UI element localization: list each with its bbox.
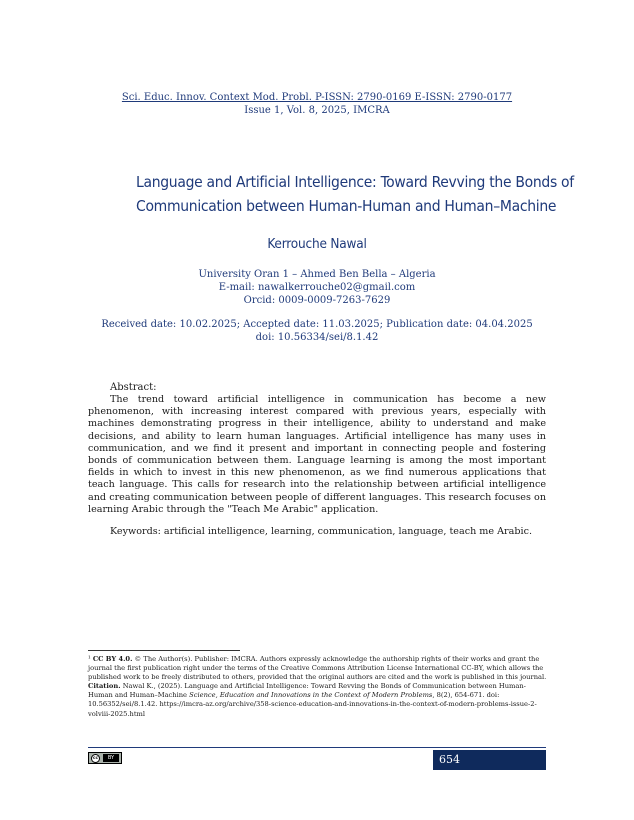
- author-orcid: Orcid: 0009-0009-7263-7629: [243, 295, 391, 306]
- footnote-marker: ¹: [88, 655, 91, 663]
- journal-header: [0, 91, 634, 117]
- article-doi: doi: 10.56334/sei/8.1.42: [255, 332, 379, 343]
- citation-text: Nawal K., (2025). Language and Artificial Intelligence: Toward Revving the Bonds of Communication between Human-Human and Human–Machine: [88, 682, 526, 700]
- footnote: [88, 655, 548, 719]
- dates-block: [0, 318, 634, 344]
- university: University Oran 1 – Ahmed Ben Bella – Algeria: [198, 269, 436, 280]
- page-number: 654: [433, 750, 546, 770]
- abstract-text: The trend toward artificial intelligence in communication has become a new phenomenon, with increasing interest compared with previous years, especially with machines demonstrating progress in their intelligence, ability to understand and make decisions, and ability to learn human languages. Artificial intelligence has many uses in communication, and we find it present and important in connecting people and fostering bonds of communication between them. Language learning is among the most important fields in which to invest in this new phenomenon, as we find numerous applications that teach language. This calls for research into the relationship between artificial intelligence and creating communication between people of different languages. This research focuses on learning Arabic through the "Teach Me Arabic" application.: [88, 394, 546, 515]
- author-email: E-mail: nawalkerrouche02@gmail.com: [218, 282, 416, 293]
- title-line-2: Communication between Human-Human and Human–Machine: [136, 197, 557, 215]
- citation-label: Citation.: [88, 682, 121, 691]
- abstract-label: Abstract:: [110, 382, 157, 393]
- license-note: [88, 655, 548, 682]
- license-label: CC BY 4.0.: [92, 655, 133, 663]
- publication-dates: Received date: 10.02.2025; Accepted date: 11.03.2025; Publication date: 04.04.2025: [101, 319, 533, 330]
- keywords: Keywords: artificial intelligence, learning, communication, language, teach me Arabic.: [110, 526, 532, 537]
- citation-note: [88, 682, 548, 718]
- creative-commons-icon: cc: [92, 755, 99, 761]
- license-text: © The Author(s). Publisher: IMCRA. Authors expressly acknowledge the authorship rights of their works and grant the journal the first publication right under the terms of the Creative Commons Attribution License International CC-BY, which allows the published work to be freely distributed to others, provided that the original authors are cited and the work is published in this journal.: [88, 655, 547, 682]
- cc-by-badge[interactable]: [88, 752, 122, 764]
- footnote-divider: [88, 650, 240, 651]
- author-name: Kerrouche Nawal: [267, 236, 367, 252]
- affiliation-block: [0, 268, 634, 307]
- citation-journal: Science, Education and Innovations in the Context of Modern Problems: [189, 691, 433, 700]
- citation-rest[interactable]: , 8(2), 654-671. doi: 10.56352/sei/8.1.42. https://imcra-az.org/archive/358-science-education-and-innovations-in-the-context-of-modern-problems-issue-2-volviii-2025.html: [88, 691, 537, 718]
- journal-issn-line[interactable]: Sci. Educ. Innov. Context Mod. Probl. P-ISSN: 2790-0169 E-ISSN: 2790-0177: [121, 92, 513, 103]
- attribution-icon: BY: [103, 754, 119, 762]
- title-line-1: Language and Artificial Intelligence: Toward Revving the Bonds of: [136, 173, 574, 191]
- footer-divider: [88, 747, 546, 748]
- issue-line: Issue 1, Vol. 8, 2025, IMCRA: [244, 105, 390, 116]
- paper-title: [136, 170, 574, 218]
